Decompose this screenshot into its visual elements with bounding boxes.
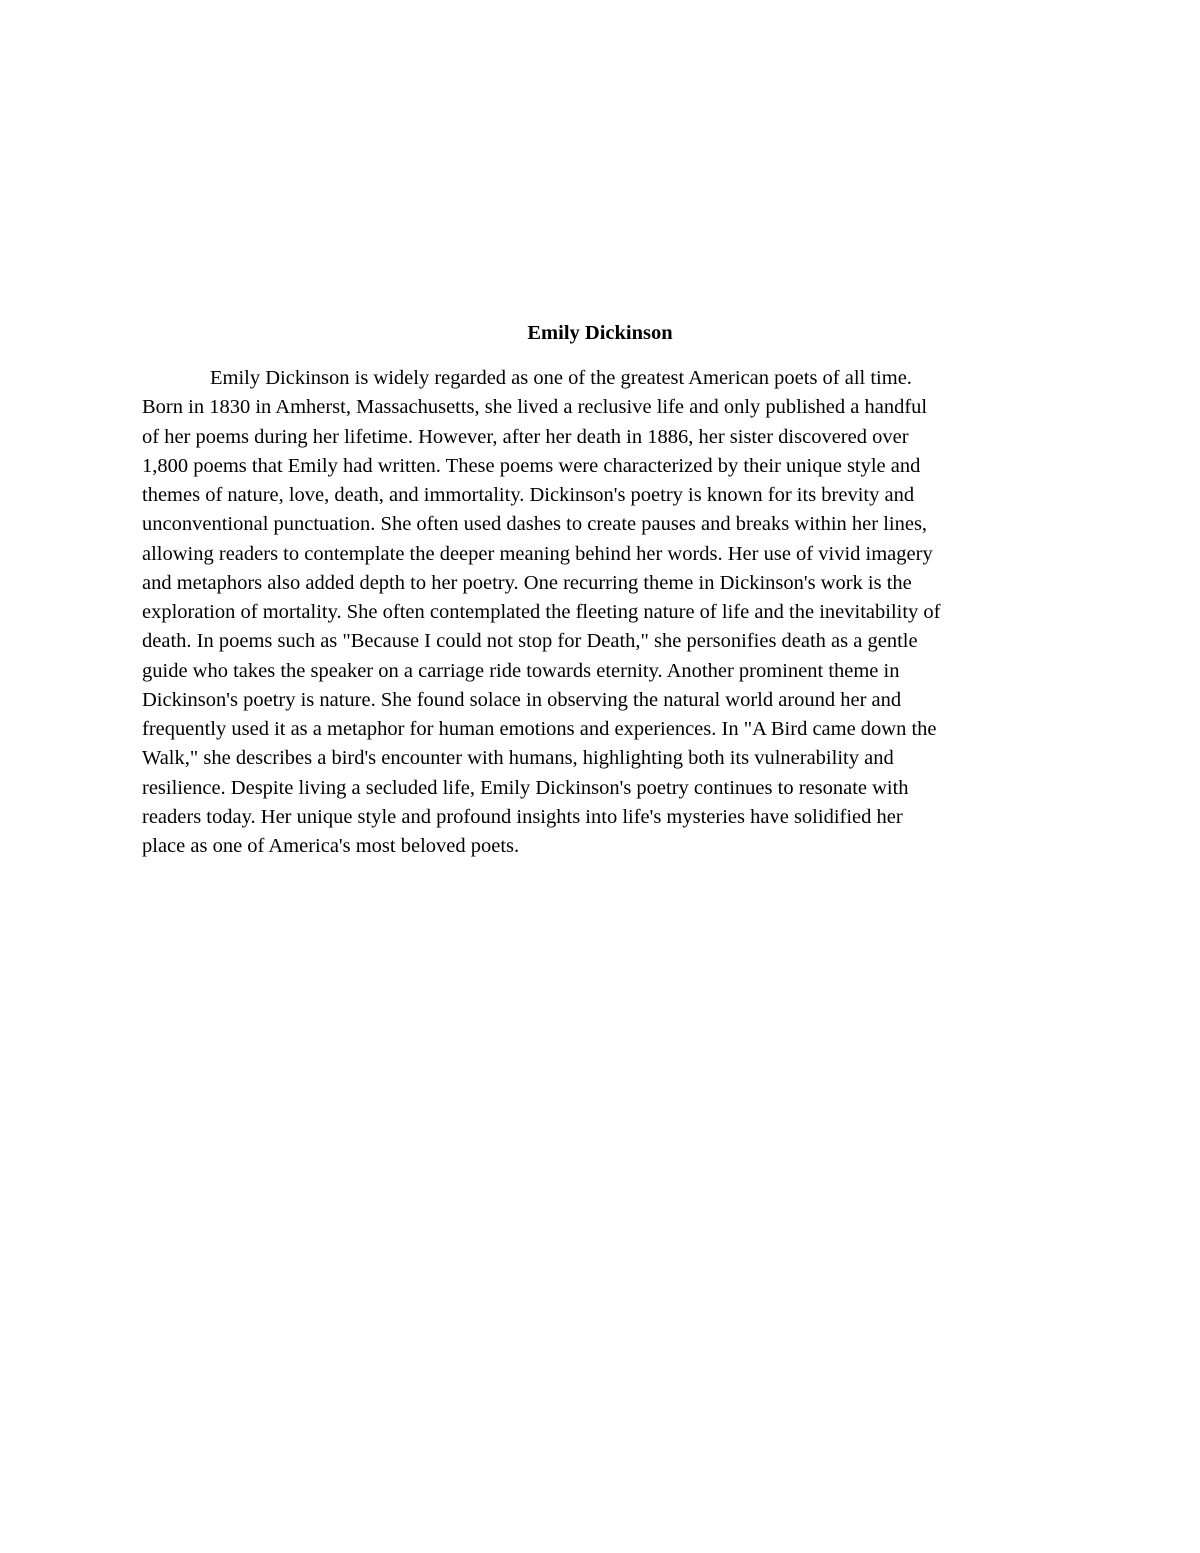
- body-line: place as one of America's most beloved poets.: [142, 835, 520, 857]
- body-line: Emily Dickinson is widely regarded as one of the greatest American poets of all time.: [210, 367, 912, 389]
- body-line: Walk," she describes a bird's encounter with humans, highlighting both its vulnerability and: [142, 747, 894, 770]
- body-line: Dickinson's poetry is nature. She found solace in observing the natural world around her and: [142, 688, 902, 711]
- body-line: readers today. Her unique style and profound insights into life's mysteries have solidified her: [142, 805, 903, 828]
- body-line: death. In poems such as "Because I could not stop for Death," she personifies death as a gentle: [142, 630, 918, 653]
- body-line: resilience. Despite living a secluded life, Emily Dickinson's poetry continues to resonate with: [142, 776, 909, 799]
- body-line: unconventional punctuation. She often used dashes to create pauses and breaks within her lines,: [142, 513, 928, 536]
- body-line: allowing readers to contemplate the deeper meaning behind her words. Her use of vivid imagery: [142, 542, 933, 565]
- body-line: Born in 1830 in Amherst, Massachusetts, she lived a reclusive life and only published a handful: [142, 396, 928, 419]
- body-line: 1,800 poems that Emily had written. These poems were characterized by their unique style and: [142, 454, 921, 477]
- body-line: frequently used it as a metaphor for human emotions and experiences. In "A Bird came down the: [142, 718, 937, 740]
- body-line: exploration of mortality. She often contemplated the fleeting nature of life and the inevitability of: [142, 601, 941, 623]
- body-line: themes of nature, love, death, and immortality. Dickinson's poetry is known for its brevity and: [142, 484, 915, 506]
- body-line: and metaphors also added depth to her poetry. One recurring theme in Dickinson's work is the: [142, 571, 912, 594]
- body-line: of her poems during her lifetime. However, after her death in 1886, her sister discovered over: [142, 425, 909, 448]
- document-body: [142, 364, 1082, 861]
- document-title: Emily Dickinson: [527, 322, 673, 344]
- body-line: guide who takes the speaker on a carriage ride towards eternity. Another prominent theme in: [142, 659, 900, 682]
